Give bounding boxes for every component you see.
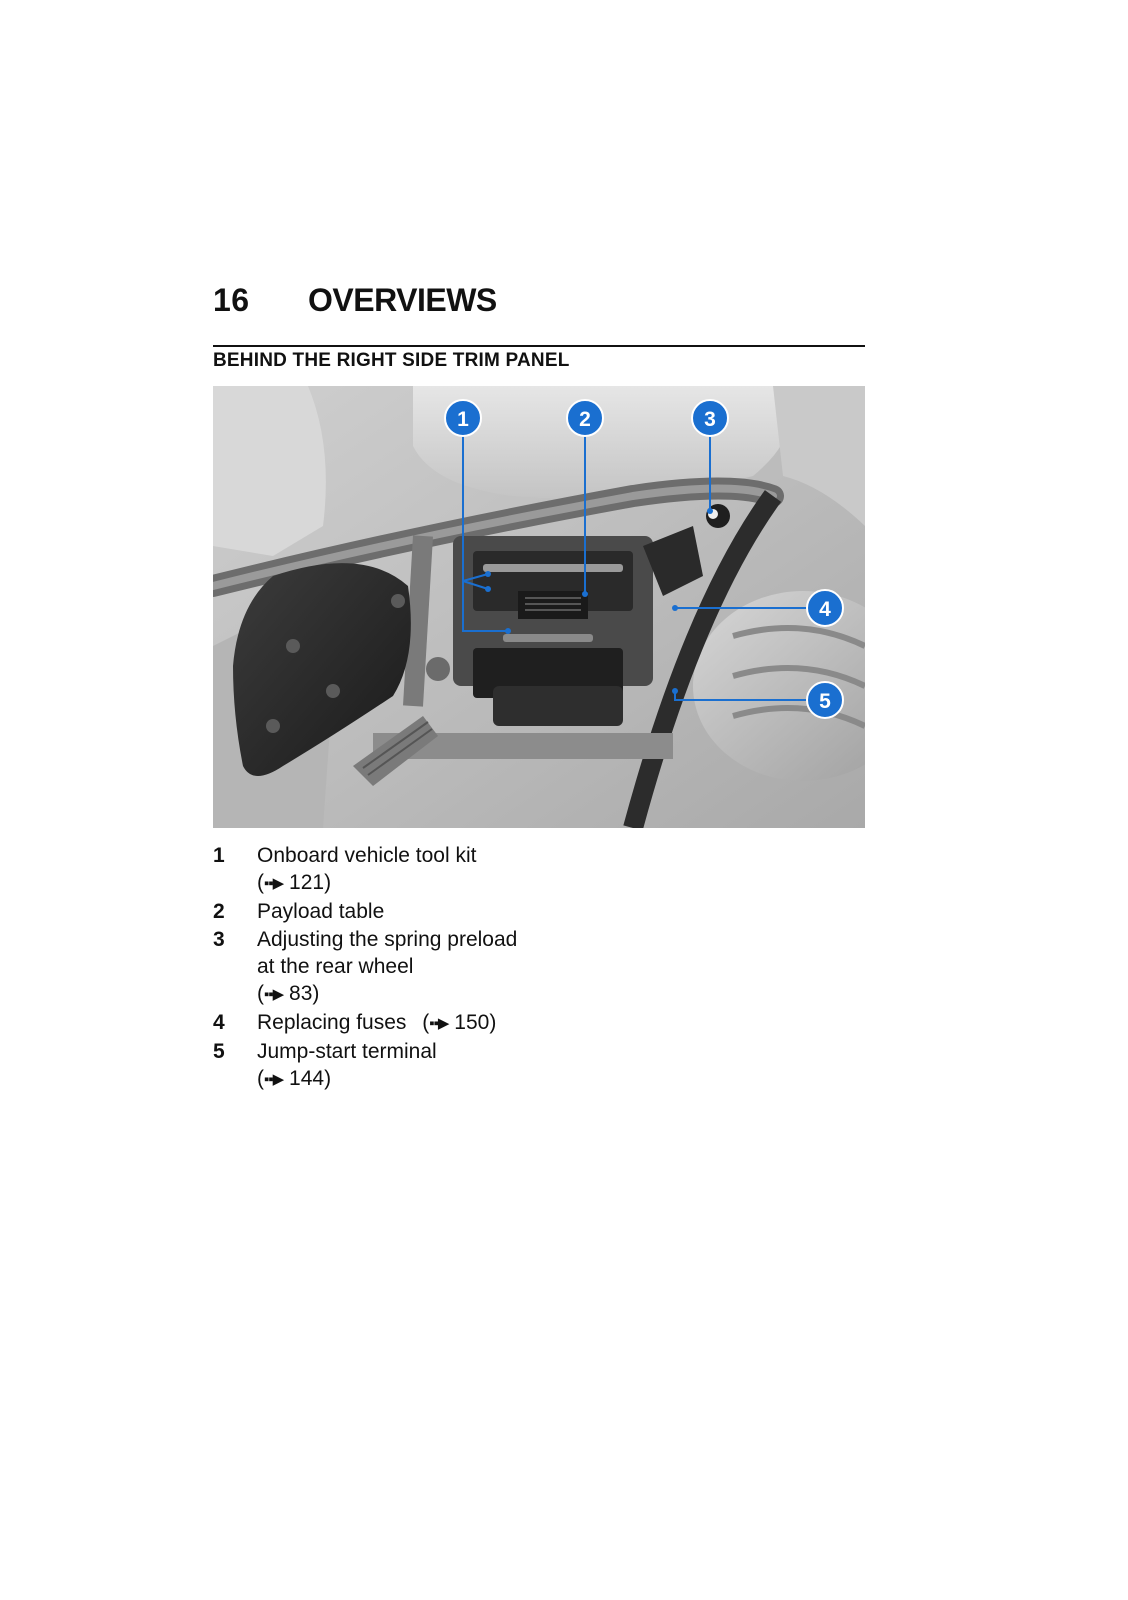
motorcycle-illustration [213,386,865,828]
page-reference-link[interactable]: (▪▪▶ 83) [257,980,527,1008]
svg-text:1: 1 [457,408,469,431]
page-reference-link[interactable]: (▪▪▶ 144) [257,1065,633,1093]
svg-text:4: 4 [819,598,831,621]
svg-text:2: 2 [579,408,591,431]
section-title: BEHIND THE RIGHT SIDE TRIM PANEL [213,350,570,371]
callout-3 [692,400,728,436]
legend-text: Replacing fuses [257,1011,407,1034]
callout-4 [807,590,843,626]
page-reference-arrow-icon: ▪▪▶ [264,875,284,892]
legend-number: 3 [213,928,225,951]
legend-item [213,842,633,897]
legend-item [213,898,633,925]
legend-number: 2 [213,900,225,923]
svg-text:3: 3 [704,408,716,431]
legend-number: 5 [213,1040,225,1063]
legend-text: Payload table [257,900,385,923]
page-reference-arrow-icon: ▪▪▶ [264,1071,284,1088]
svg-text:5: 5 [819,690,831,713]
header-rule [213,345,865,347]
motorcycle-figure [213,386,865,828]
figure-legend [213,842,633,1094]
callout-1 [445,400,481,436]
chapter-title: OVERVIEWS [308,282,497,318]
legend-item [213,1038,633,1093]
page-header [213,282,865,346]
legend-item [213,926,527,1008]
legend-text: Adjusting the spring preload at the rear wheel [257,928,518,978]
page-reference-arrow-icon: ▪▪▶ [429,1015,449,1032]
callout-2 [567,400,603,436]
legend-number: 1 [213,844,225,867]
page-reference-link[interactable]: (▪▪▶ 121) [257,869,633,897]
page-reference-arrow-icon: ▪▪▶ [264,986,284,1003]
legend-text: Onboard vehicle tool kit [257,844,477,867]
page-reference-link[interactable]: (▪▪▶ 150) [422,1011,496,1034]
legend-number: 4 [213,1011,225,1034]
callout-5 [807,682,843,718]
legend-item [213,1009,633,1037]
legend-text: Jump-start terminal [257,1040,437,1063]
page-number: 16 [213,282,250,318]
